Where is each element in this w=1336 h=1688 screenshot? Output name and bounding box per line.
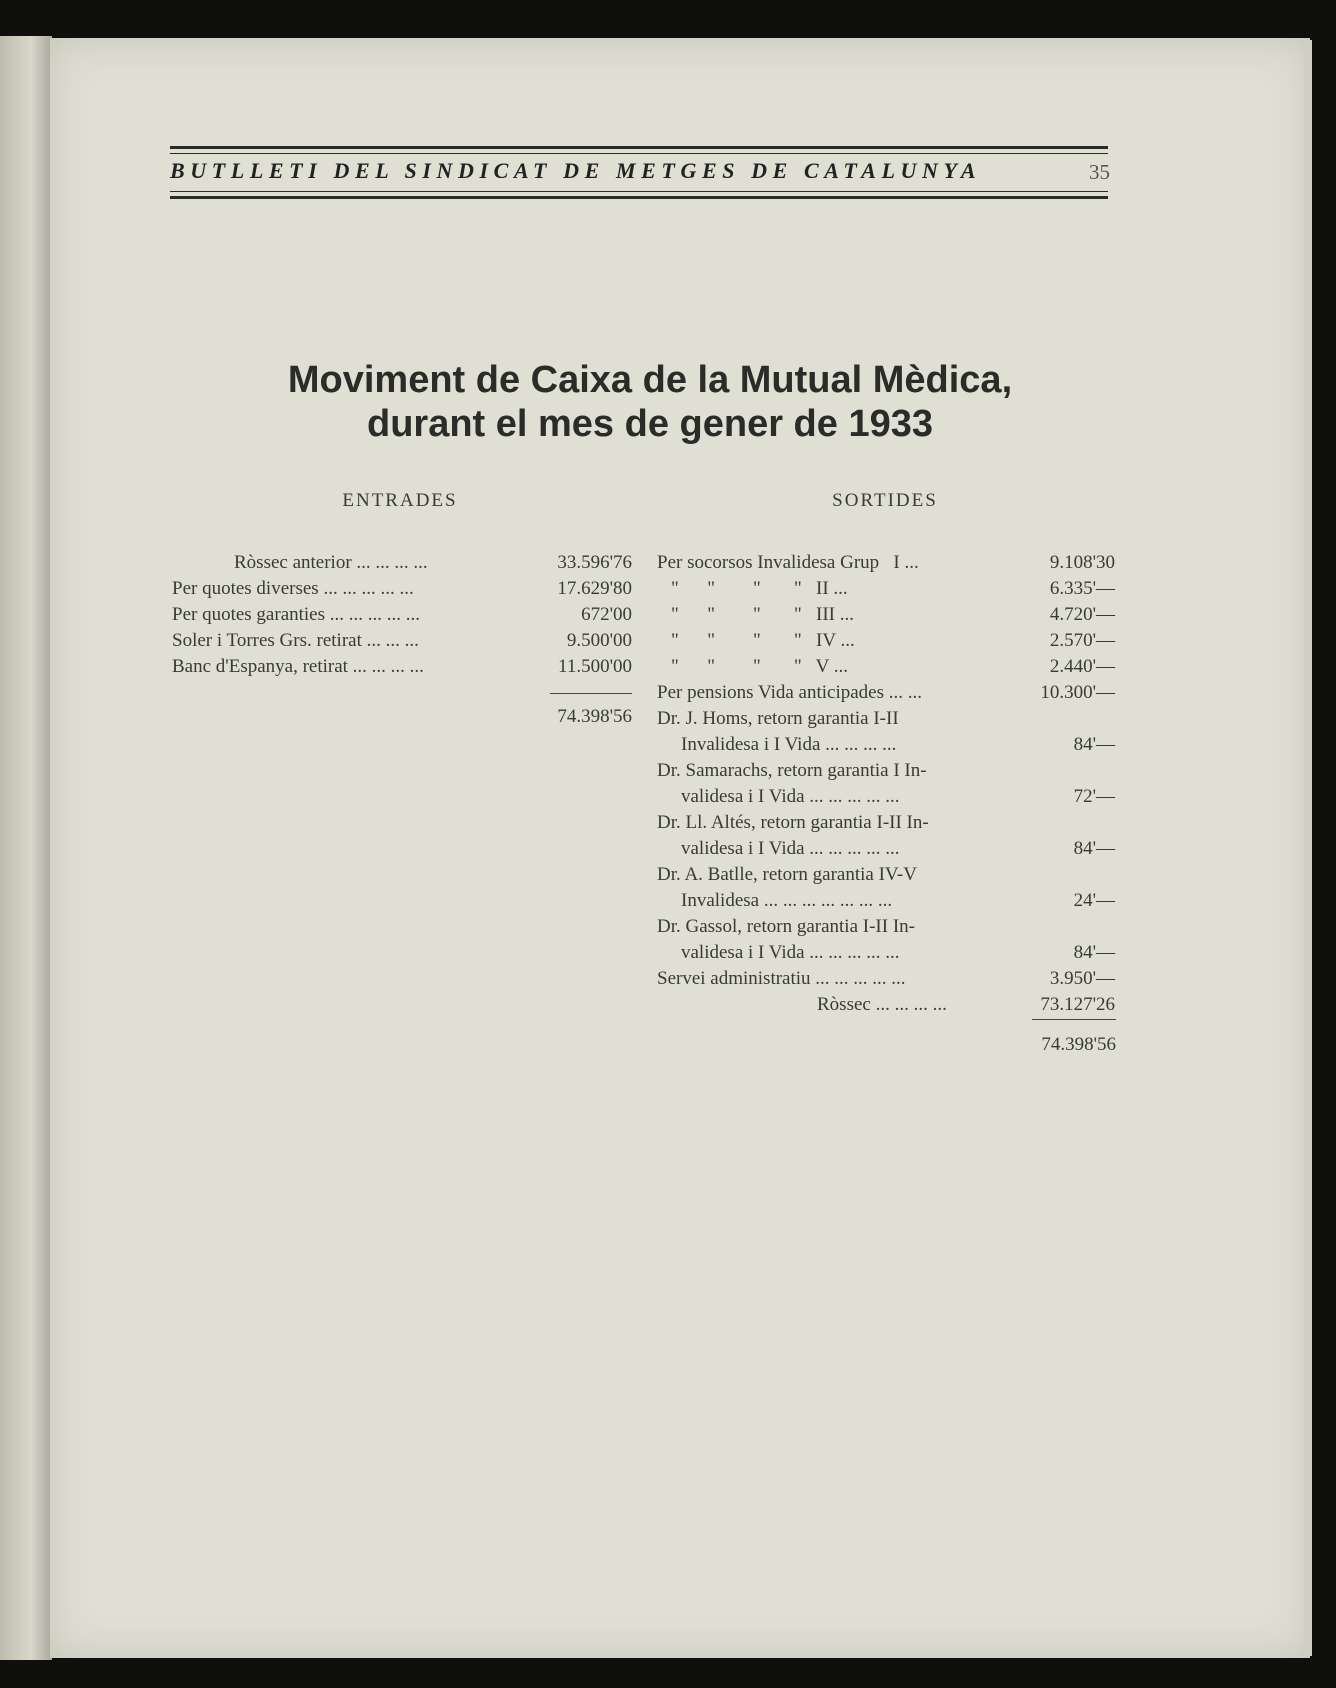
sortida-label: Per socorsos Invalidesa Grup I ... [657, 552, 919, 573]
sortida-row [657, 734, 1115, 759]
entrada-amount: 9.500'00 [566, 630, 632, 651]
sortida-label: validesa i I Vida ... ... ... ... ... [681, 942, 900, 963]
sortida-label: Ròssec ... ... ... ... [817, 994, 947, 1015]
entrada-amount: 33.596'76 [557, 552, 632, 573]
sortida-row [657, 812, 1115, 837]
article-title [200, 358, 1100, 446]
sortida-amount: 6.335'— [1049, 578, 1115, 599]
sortida-amount: 9.108'30 [1049, 552, 1115, 573]
sortides-total: 74.398'56 [1041, 1034, 1116, 1055]
sortida-row [657, 838, 1115, 863]
sortida-label: validesa i I Vida ... ... ... ... ... [681, 786, 900, 807]
entrades-heading: ENTRADES [342, 490, 458, 511]
title-line: Moviment de Caixa de la Mutual Mèdica, [287, 359, 1013, 401]
entrada-label: Per quotes garanties ... ... ... ... ... [172, 604, 421, 625]
sortida-label: " " " " IV ... [671, 630, 855, 651]
sortides-heading: SORTIDES [832, 490, 938, 511]
entrades-sum-line [550, 693, 632, 694]
running-header: BUTLLETI DEL SINDICAT DE METGES DE CATALUNYA [170, 158, 982, 183]
sortida-amount: 2.570'— [1049, 630, 1115, 651]
entrada-amount: 672'00 [581, 604, 632, 625]
sortida-label: " " " " III ... [671, 604, 855, 625]
entrada-row [172, 630, 632, 655]
header-rule [170, 191, 1108, 192]
entrada-amount: 11.500'00 [558, 656, 632, 677]
sortides-sum-line [1032, 1019, 1116, 1020]
entrada-label: Ròssec anterior ... ... ... ... [234, 552, 428, 573]
sortida-amount: 84'— [1073, 942, 1115, 963]
sortida-label: Per pensions Vida anticipades ... ... [657, 682, 922, 703]
header-rule [170, 196, 1108, 199]
sortida-row [657, 656, 1115, 681]
entrada-amount: 17.629'80 [557, 578, 632, 599]
entrada-row [172, 578, 632, 603]
sortida-row [657, 916, 1115, 941]
sortida-amount: 24'— [1073, 890, 1115, 911]
sortida-row [657, 552, 1115, 577]
sortida-row [657, 786, 1115, 811]
sortida-label: Servei administratiu ... ... ... ... ... [657, 968, 906, 989]
title-line: durant el mes de gener de 1933 [366, 403, 933, 445]
entrada-row [172, 552, 632, 577]
sortida-label: " " " " II ... [671, 578, 848, 599]
sortida-label: " " " " V ... [671, 656, 849, 677]
sortida-amount: 3.950'— [1049, 968, 1115, 989]
entrada-row [172, 604, 632, 629]
sortida-label: Dr. A. Batlle, retorn garantia IV-V [657, 864, 917, 885]
right-page-edge [1304, 40, 1312, 1656]
entrada-row [172, 656, 632, 681]
sortida-label: Dr. Gassol, retorn garantia I-II In- [657, 916, 915, 937]
sortida-row [657, 942, 1115, 967]
sortida-row [657, 890, 1115, 915]
page-number: 35 [1089, 160, 1110, 184]
sortida-row [657, 968, 1115, 993]
header-rule [170, 153, 1108, 154]
sortida-row [657, 708, 1115, 733]
entrades-total: 74.398'56 [557, 706, 632, 727]
sortida-row [657, 994, 1115, 1019]
header-rule [170, 146, 1108, 149]
sortida-amount: 4.720'— [1049, 604, 1115, 625]
sortida-row [657, 760, 1115, 785]
sortida-row [657, 864, 1115, 889]
left-page-edge [0, 36, 52, 1660]
entrada-label: Per quotes diverses ... ... ... ... ... [172, 578, 414, 599]
sortida-label: validesa i I Vida ... ... ... ... ... [681, 838, 900, 859]
sortida-amount: 84'— [1073, 838, 1115, 859]
sortida-row [657, 604, 1115, 629]
sortida-amount: 73.127'26 [1040, 994, 1115, 1015]
sortida-amount: 10.300'— [1040, 682, 1115, 703]
sortida-amount: 2.440'— [1049, 656, 1115, 677]
sortida-amount: 84'— [1073, 734, 1115, 755]
sortida-row [657, 630, 1115, 655]
sortida-row [657, 682, 1115, 707]
entrada-label: Banc d'Espanya, retirat ... ... ... ... [172, 656, 424, 677]
sortida-label: Dr. Samarachs, retorn garantia I In- [657, 760, 927, 781]
sortida-row [657, 578, 1115, 603]
entrada-label: Soler i Torres Grs. retirat ... ... ... [172, 630, 419, 651]
sortida-label: Dr. Ll. Altés, retorn garantia I-II In- [657, 812, 929, 833]
sortida-label: Invalidesa ... ... ... ... ... ... ... [681, 890, 893, 911]
sortida-label: Invalidesa i I Vida ... ... ... ... [681, 734, 897, 755]
sortida-amount: 72'— [1073, 786, 1115, 807]
sortida-label: Dr. J. Homs, retorn garantia I-II [657, 708, 899, 729]
